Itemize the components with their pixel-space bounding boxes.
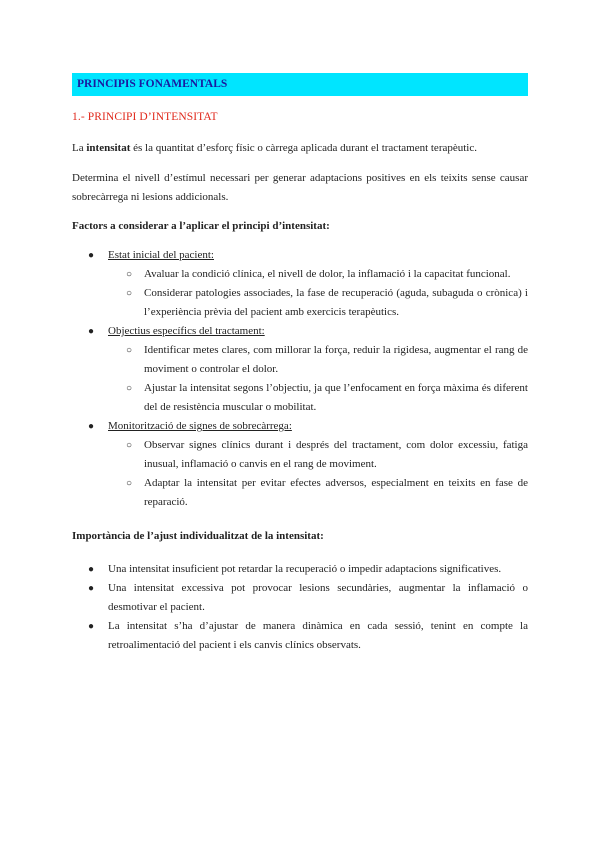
- factors-list: [72, 246, 528, 512]
- bullet-icon: ●: [88, 583, 95, 594]
- list-item: ○ Ajustar la intensitat segons l’objectiu, ja que l’enfocament en força màxima és diferent del de resistència muscular o mobilitat.: [108, 379, 528, 417]
- list-item: [72, 322, 528, 417]
- circle-bullet-icon: ○: [126, 440, 133, 451]
- document-page: [72, 73, 528, 655]
- section-title: 1.- PRINCIPI D’INTENSITAT: [72, 111, 218, 123]
- importance-heading: Importància de l’ajust individualitzat de la intensitat:: [72, 530, 324, 542]
- factor-title: Objectius específics del tractament:: [108, 325, 265, 337]
- circle-bullet-icon: ○: [126, 478, 133, 489]
- bullet-icon: ●: [88, 421, 95, 432]
- factor-title: Estat inicial del pacient:: [108, 249, 214, 261]
- list-item: ● Una intensitat excessiva pot provocar lesions secundàries, augmentar la inflamació o desmotivar el pacient.: [72, 579, 528, 617]
- bullet-icon: ●: [88, 621, 95, 632]
- circle-bullet-icon: ○: [126, 288, 133, 299]
- circle-bullet-icon: ○: [126, 345, 133, 356]
- factor-title: Monitorització de signes de sobrecàrrega:: [108, 420, 292, 432]
- bullet-icon: ●: [88, 250, 95, 261]
- list-item: ○ Observar signes clínics durant i després del tractament, com dolor excessiu, fatiga inusual, inflamació o canvis en el rang de moviment.: [108, 436, 528, 474]
- list-item: ● La intensitat s’ha d’ajustar de manera dinàmica en cada sessió, tenint en compte la retroalimentació del pacient i els canvis clínics observats.: [72, 617, 528, 655]
- bullet-icon: ●: [88, 564, 95, 575]
- list-item: ○ Identificar metes clares, com millorar la força, reduir la rigidesa, augmentar el rang de moviment o controlar el dolor.: [108, 341, 528, 379]
- factors-heading: Factors a considerar a l’aplicar el principi d’intensitat:: [72, 220, 330, 232]
- intro-bold-term: intensitat: [86, 142, 131, 154]
- bullet-icon: ●: [88, 326, 95, 337]
- section-heading-bar: PRINCIPIS FONAMENTALS: [72, 73, 528, 96]
- definition-paragraph: Determina el nivell d’estímul necessari per generar adaptacions positives en els teixits sense causar sobrecàrrega ni lesions addicionals.: [72, 172, 528, 203]
- circle-bullet-icon: ○: [126, 269, 133, 280]
- circle-bullet-icon: ○: [126, 383, 133, 394]
- importance-list: [72, 560, 528, 655]
- intro-paragraph: La intensitat és la quantitat d’esforç físic o càrrega aplicada durant el tractament terapèutic.: [72, 142, 477, 154]
- list-item: ○ Considerar patologies associades, la fase de recuperació (aguda, subaguda o crònica) i l’experiència prèvia del pacient amb exercicis terapèutics.: [108, 284, 528, 322]
- list-item: ○ Avaluar la condició clínica, el nivell de dolor, la inflamació i la capacitat funcional.: [108, 265, 528, 284]
- list-item: [72, 246, 528, 322]
- list-item: ● Una intensitat insuficient pot retardar la recuperació o impedir adaptacions significatives.: [72, 560, 528, 579]
- list-item: [72, 417, 528, 512]
- list-item: ○ Adaptar la intensitat per evitar efectes adversos, especialment en teixits en fase de reparació.: [108, 474, 528, 512]
